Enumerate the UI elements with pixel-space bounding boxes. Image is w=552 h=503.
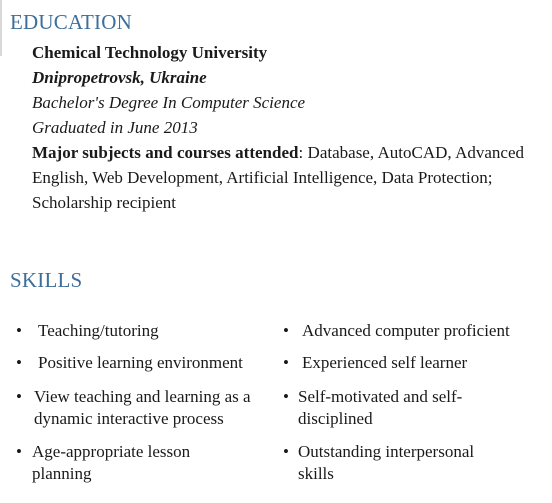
skill-item: Self-motivated and self-disciplined: [298, 387, 463, 428]
bullet-glyph: •: [283, 442, 289, 461]
skill-item: Experienced self learner: [302, 353, 468, 372]
skill-item: Outstanding interpersonal skills: [298, 442, 475, 483]
major-subjects-label: Major subjects and courses attended: [32, 143, 299, 162]
skill-item: Advanced computer proficient: [302, 321, 510, 340]
skill-item: Positive learning environment: [38, 353, 243, 372]
major-subjects: [32, 140, 524, 190]
bullet-glyph: •: [16, 442, 22, 461]
degree: Bachelor's Degree In Computer Science: [32, 93, 306, 112]
university-location: Dnipropetrovsk, Ukraine: [32, 68, 207, 87]
education-section: [32, 40, 532, 215]
bullet-glyph: •: [16, 353, 22, 372]
skills-heading: SKILLS: [10, 268, 83, 292]
scholarship: Scholarship recipient: [32, 193, 176, 212]
bullet-glyph: •: [16, 387, 22, 406]
skill-item: Age-appropriate lesson planning: [32, 442, 191, 483]
major-subjects-list: : Database, AutoCAD, Advanced English, Web Development, Artificial Intelligence, Data Protection;: [32, 143, 525, 187]
skill-item: View teaching and learning as a dynamic interactive process: [34, 387, 251, 428]
education-heading: EDUCATION: [10, 10, 132, 34]
bullet-glyph: •: [283, 321, 289, 340]
university-name: Chemical Technology University: [32, 43, 268, 62]
bullet-glyph: •: [283, 387, 289, 406]
graduation-date: Graduated in June 2013: [32, 118, 198, 137]
bullet-glyph: •: [16, 321, 22, 340]
skill-item: Teaching/tutoring: [38, 321, 159, 340]
bullet-glyph: •: [283, 353, 289, 372]
left-margin-rule: [0, 0, 2, 56]
